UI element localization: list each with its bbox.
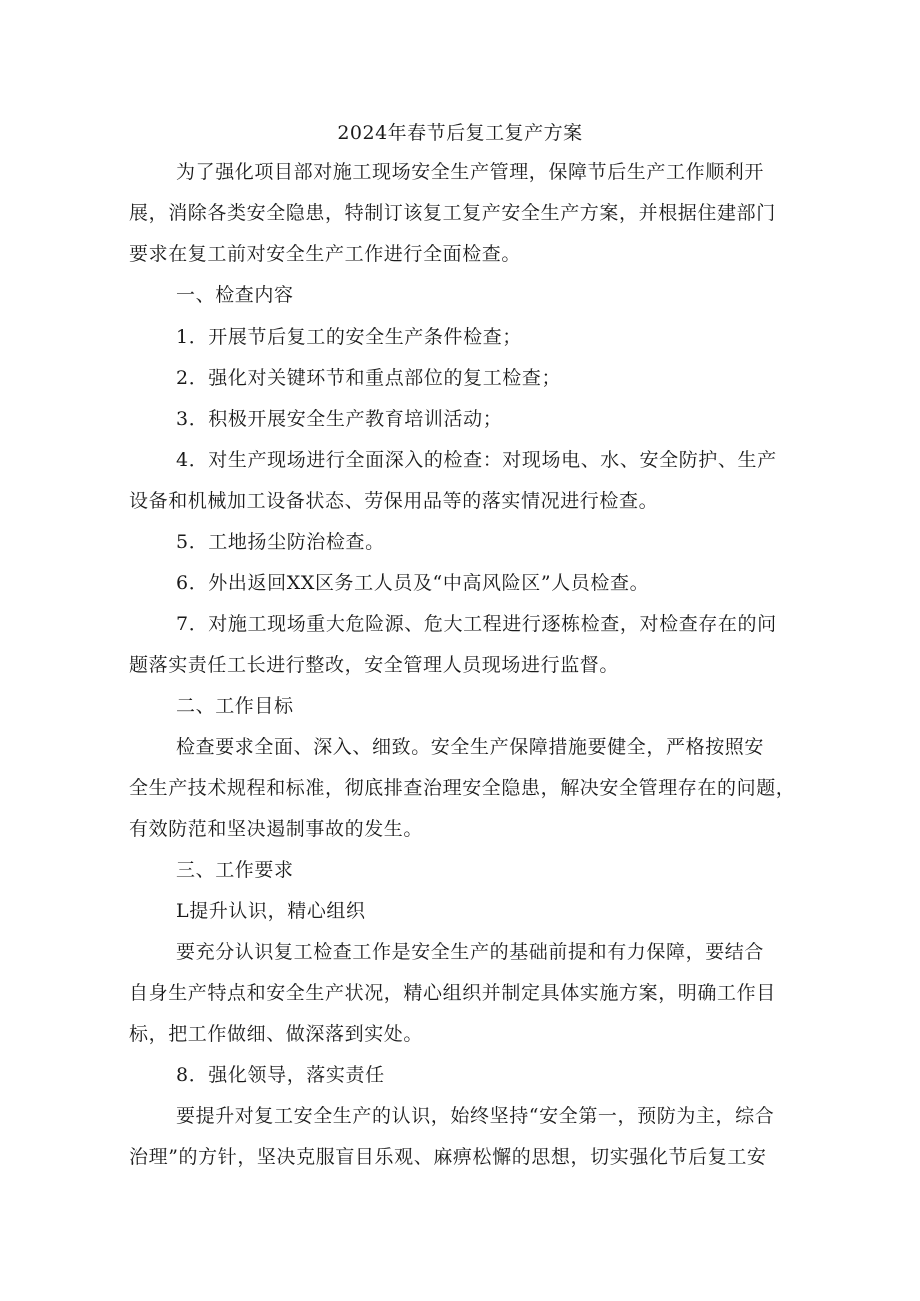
document-title: 2024年春节后复工复产方案: [337, 122, 583, 144]
list-item-continuation: 设备和机械加工设备状态、劳保用品等的落实情况进行检查。: [129, 490, 659, 512]
paragraph-line: 有效防范和坚决遏制事故的发生。: [129, 818, 424, 840]
paragraph-line: 为了强化项目部对施工现场安全生产管理，保障节后生产工作顺利开: [176, 161, 765, 183]
list-item-continuation: 题落实责任工长进行整改，安全管理人员现场进行监督。: [129, 654, 620, 676]
paragraph-line: 治理”的方针，坚决克服盲目乐观、麻痹松懈的思想，切实强化节后复工安: [129, 1146, 767, 1168]
list-item: 4．对生产现场进行全面深入的检查：对现场电、水、安全防护、生产: [176, 449, 777, 471]
list-item: 2．强化对关键环节和重点部位的复工检查；: [176, 367, 562, 389]
paragraph-line: 要提升对复工安全生产的认识，始终坚持“安全第一，预防为主，综合: [176, 1105, 775, 1127]
section-heading: 一、检查内容: [176, 284, 294, 306]
list-item: 7．对施工现场重大危险源、危大工程进行逐栋检查，对检查存在的问: [176, 613, 777, 635]
subsection-heading: 8．强化领导，落实责任: [176, 1064, 385, 1086]
paragraph-line: 展，消除各类安全隐患，特制订该复工复产安全生产方案，并根据住建部门: [129, 202, 776, 224]
subsection-heading: L提升认识，精心组织: [176, 900, 366, 922]
list-item: 6．外出返回XX区务工人员及“中高风险区”人员检查。: [176, 572, 650, 594]
paragraph-line: 自身生产特点和安全生产状况，精心组织并制定具体实施方案，明确工作目: [129, 982, 776, 1004]
paragraph-line: 要充分认识复工检查工作是安全生产的基础前提和有力保障，要结合: [176, 941, 765, 963]
list-item: 3．积极开展安全生产教育培训活动；: [176, 408, 503, 430]
paragraph-line: 检查要求全面、深入、细致。安全生产保障措施要健全，严格按照安: [176, 736, 765, 758]
paragraph-line: 要求在复工前对安全生产工作进行全面检查。: [129, 243, 522, 265]
section-heading: 三、工作要求: [176, 859, 294, 881]
section-heading: 二、工作目标: [176, 695, 294, 717]
paragraph-line: 标，把工作做细、做深落到实处。: [129, 1023, 424, 1045]
list-item: 5．工地扬尘防治检查。: [176, 531, 385, 553]
paragraph-line: 全生产技术规程和标准，彻底排查治理安全隐患，解决安全管理存在的问题，: [129, 777, 796, 799]
list-item: 1．开展节后复工的安全生产条件检查；: [176, 326, 522, 348]
